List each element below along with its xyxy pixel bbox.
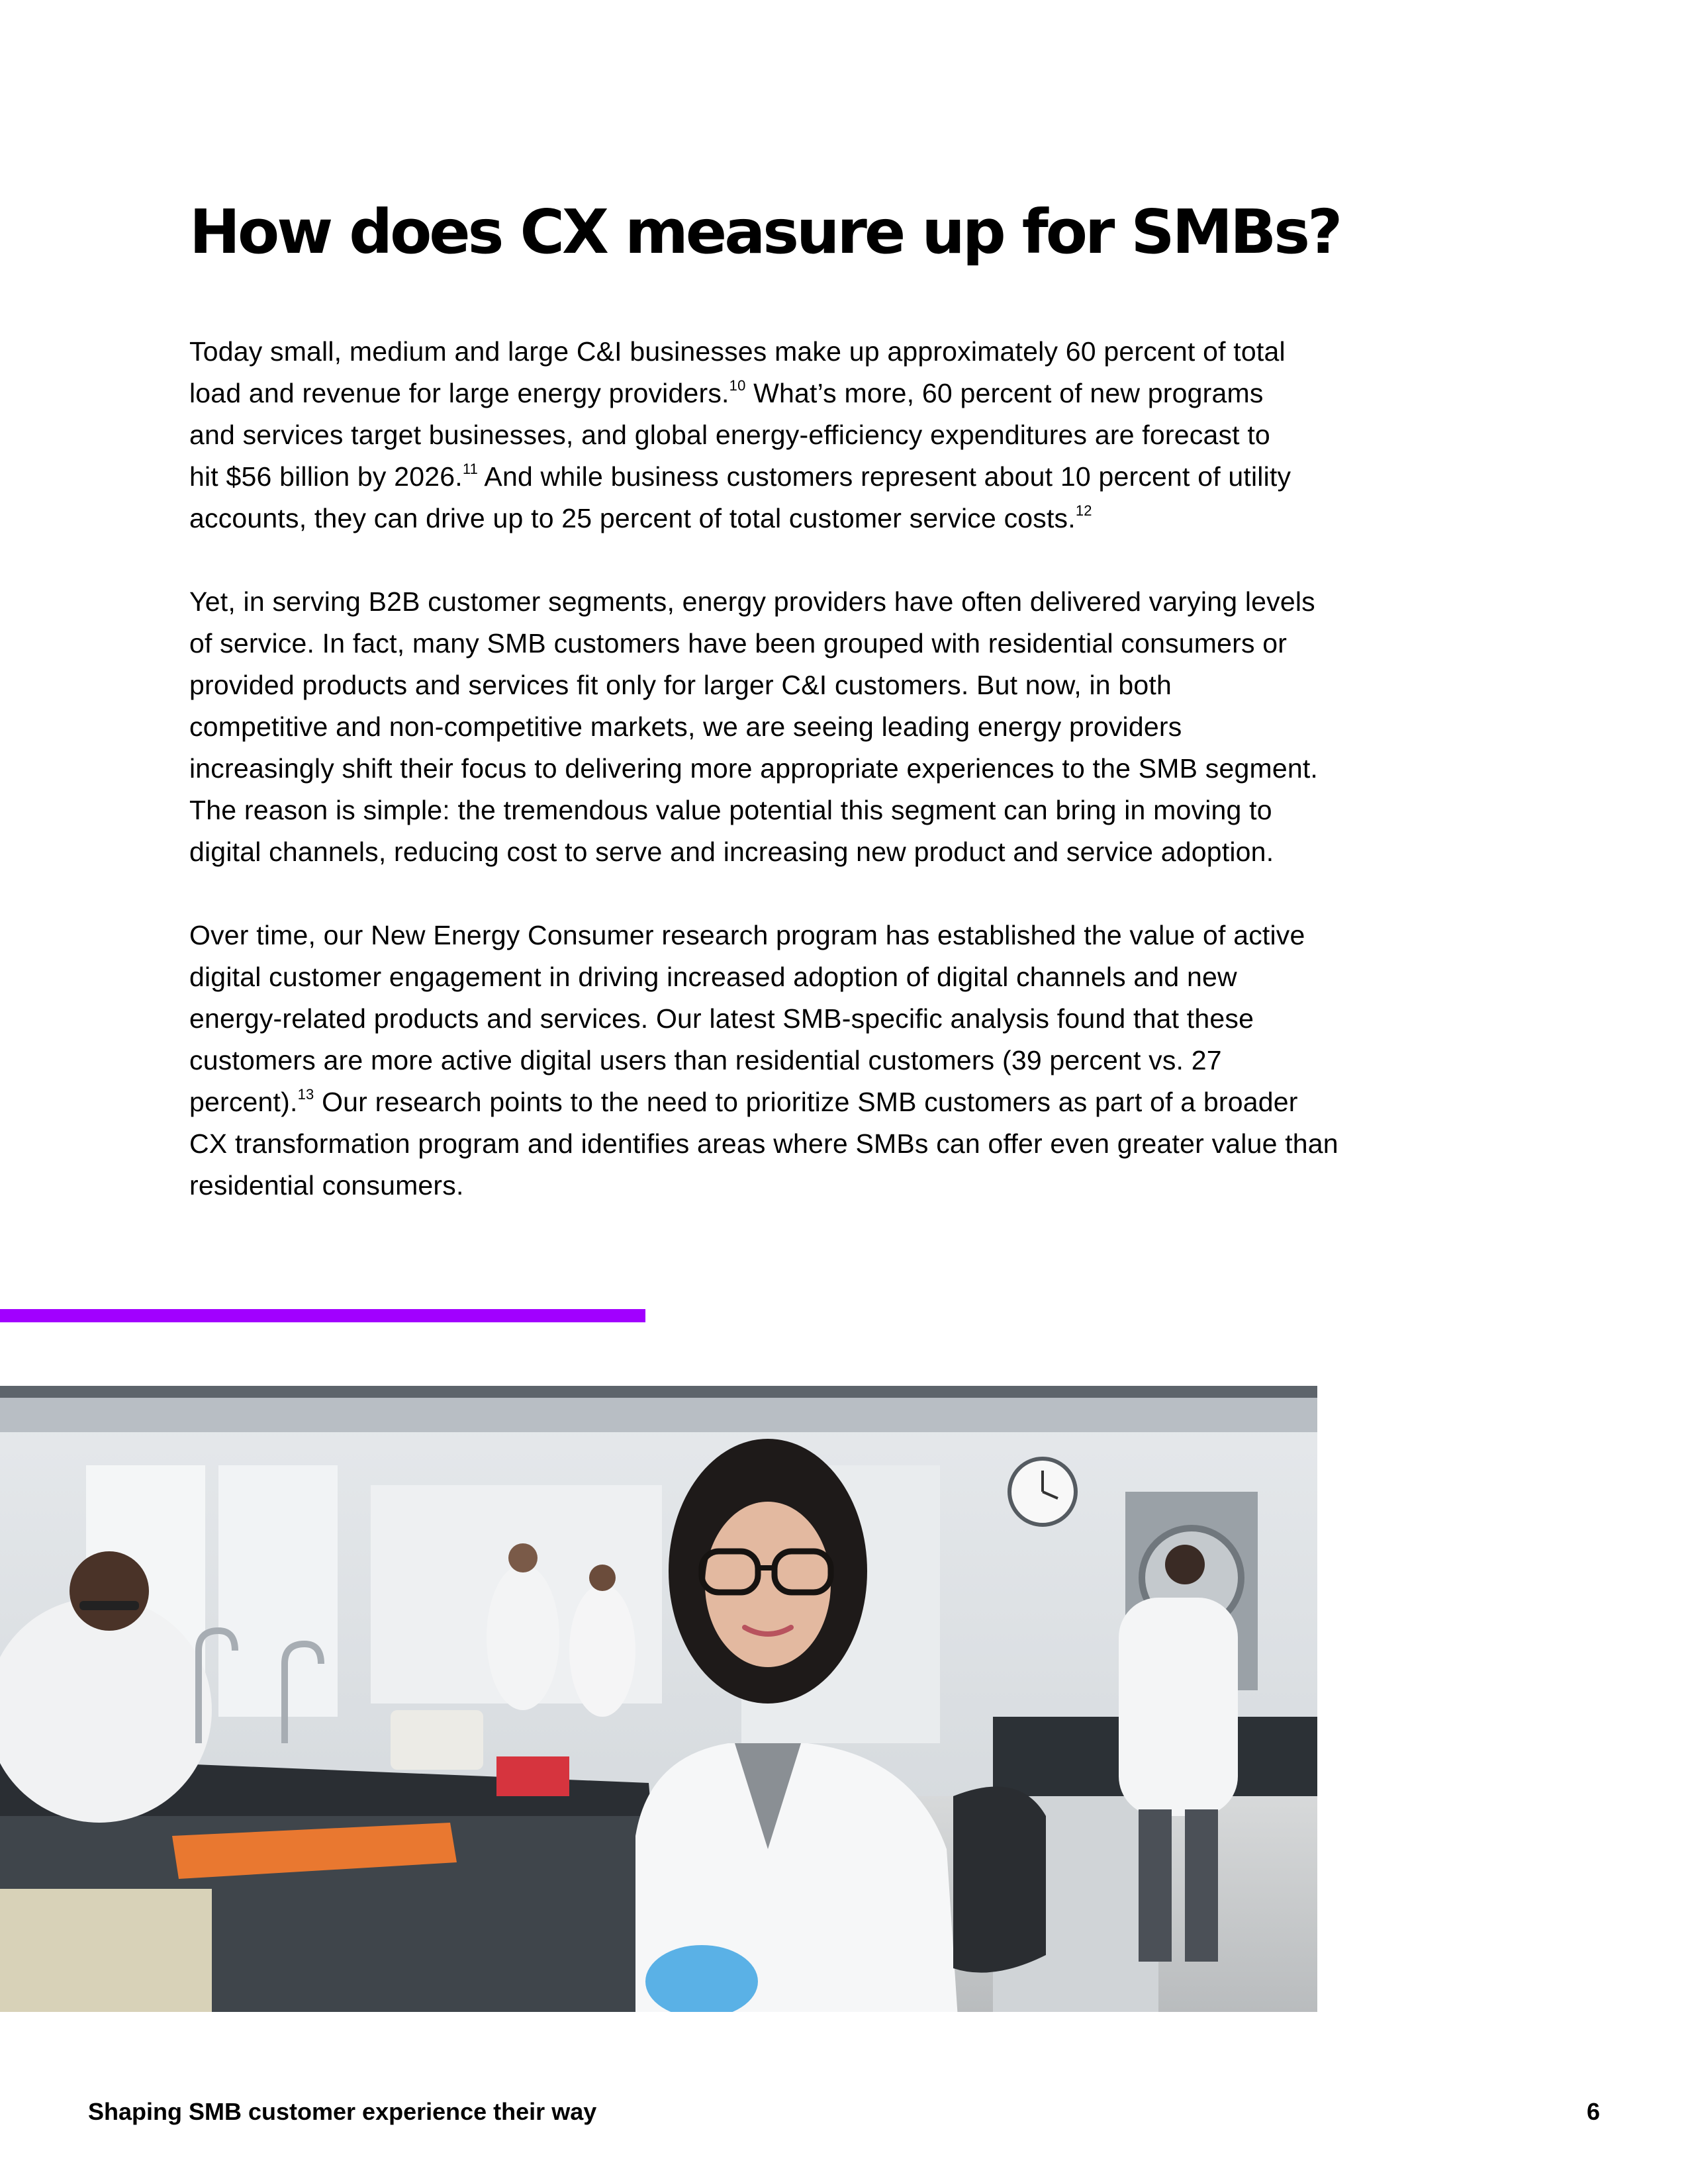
page-title: How does CX measure up for SMBs? bbox=[189, 197, 1340, 267]
text-line: energy-related products and services. Our latest SMB-specific analysis found that these bbox=[189, 1003, 1254, 1034]
text-line: Yet, in serving B2B customer segments, energy providers have often delivered varying levels bbox=[189, 586, 1315, 617]
text-line: and services target businesses, and global energy-efficiency expenditures are forecast to bbox=[189, 420, 1270, 450]
text-line: provided products and services fit only for larger C&I customers. But now, in both bbox=[189, 670, 1172, 700]
text-line: competitive and non-competitive markets, we are seeing leading energy providers bbox=[189, 711, 1182, 742]
text-line: hit $56 billion by 2026.11 And while business customers represent about 10 percent of utility bbox=[189, 461, 1291, 492]
text-line: Today small, medium and large C&I businesses make up approximately 60 percent of total bbox=[189, 336, 1286, 367]
lab-photo bbox=[0, 1386, 1317, 2012]
text-line: digital customer engagement in driving increased adoption of digital channels and new bbox=[189, 962, 1237, 992]
accent-bar bbox=[0, 1309, 645, 1322]
paragraph bbox=[189, 915, 1460, 1206]
footnote-reference: 11 bbox=[462, 461, 479, 477]
text-line: of service. In fact, many SMB customers have been grouped with residential consumers or bbox=[189, 628, 1288, 659]
text-line: Over time, our New Energy Consumer research program has established the value of active bbox=[189, 920, 1305, 950]
text-line: accounts, they can drive up to 25 percent of total customer service costs.$^{12}$ bbox=[189, 502, 1092, 533]
body-text bbox=[189, 331, 1460, 1248]
text-line: The reason is simple: the tremendous value potential this segment can bring in moving to bbox=[189, 795, 1272, 825]
text-line: customers are more active digital users than residential customers (39 percent vs. 27 bbox=[189, 1045, 1222, 1075]
text-line: load and revenue for large energy providers.$^{10}$ What’s more, 60 percent of new programs bbox=[189, 377, 1264, 408]
footnote-reference: 13 bbox=[297, 1086, 314, 1103]
footnote-reference: 12 bbox=[1075, 502, 1092, 519]
paragraph bbox=[189, 581, 1460, 873]
text-line: increasingly shift their focus to delivering more appropriate experiences to the SMB segment. bbox=[189, 753, 1319, 784]
footnote-reference: 10 bbox=[729, 377, 746, 394]
text-line: digital channels, reducing cost to serve and increasing new product and service adoption. bbox=[189, 837, 1274, 867]
page-number: 6 bbox=[1586, 2098, 1600, 2125]
text-line: CX transformation program and identifies areas where SMBs can offer even greater value than bbox=[189, 1128, 1338, 1159]
text-line: percent).$^{13}$ Our research points to the need to prioritize SMB customers as part of a broader bbox=[189, 1086, 1298, 1117]
text-line: residential consumers. bbox=[189, 1170, 464, 1201]
footer-document-title: Shaping SMB customer experience their way bbox=[88, 2098, 597, 2125]
paragraph bbox=[189, 331, 1460, 539]
